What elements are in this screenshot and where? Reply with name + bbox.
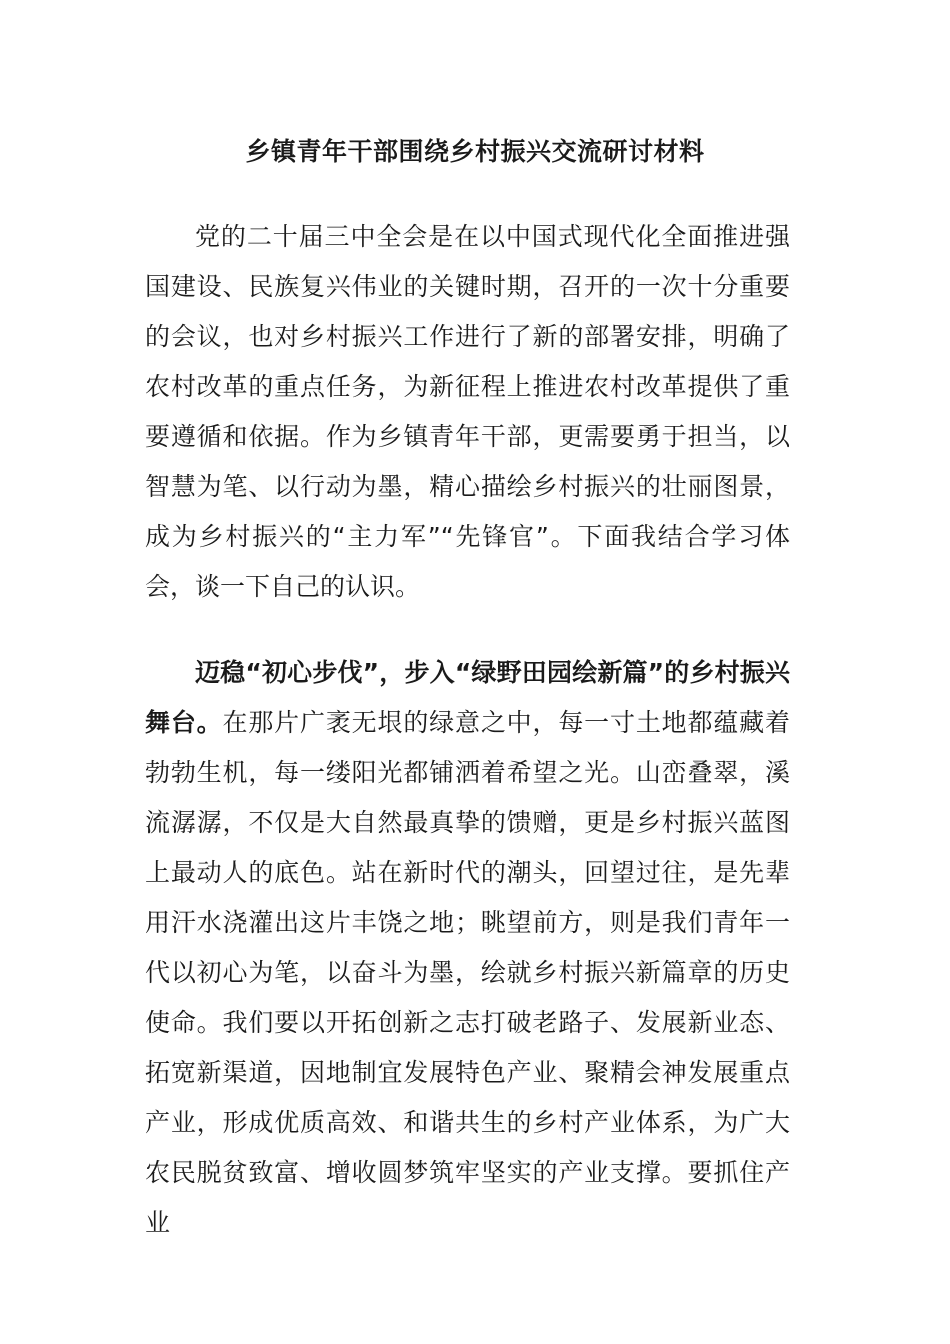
- paragraph-lead-heading: 迈稳“初心步伐”，步入“绿野田园绘新篇”的乡村振兴舞台。: [145, 658, 790, 737]
- paragraph-text: 党的二十届三中全会是在以中国式现代化全面推进强国建设、民族复兴伟业的关键时期，召开的一次十分重要的会议，也对乡村振兴工作进行了新的部署安排，明确了农村改革的重点任务，为新征程上推进农村改革提供了重要遵循和依据。作为乡镇青年干部，更需要勇于担当，以智慧为笔、以行动为墨，精心描绘乡村振兴的壮丽图景，成为乡村振兴的“主力军”“先锋官”。下面我结合学习体会，谈一下自己的认识。: [145, 222, 790, 601]
- paragraph-intro: [145, 212, 790, 612]
- paragraph-text: 在那片广袤无垠的绿意之中，每一寸土地都蕴藏着勃勃生机，每一缕阳光都铺洒着希望之光。山峦叠翠，溪流潺潺，不仅是大自然最真挚的馈赠，更是乡村振兴蓝图上最动人的底色。站在新时代的潮头，回望过往，是先辈用汗水浇灌出这片丰饶之地；眺望前方，则是我们青年一代以初心为笔，以奋斗为墨，绘就乡村振兴新篇章的历史使命。我们要以开拓创新之志打破老路子、发展新业态、拓宽新渠道，因地制宜发展特色产业、聚精会神发展重点产业，形成优质高效、和谐共生的乡村产业体系，为广大农民脱贫致富、增收圆梦筑牢坚实的产业支撑。要抓住产业: [145, 708, 790, 1237]
- document-title: 乡镇青年干部围绕乡村振兴交流研讨材料: [245, 137, 705, 166]
- paragraph-section-one: [145, 648, 790, 1248]
